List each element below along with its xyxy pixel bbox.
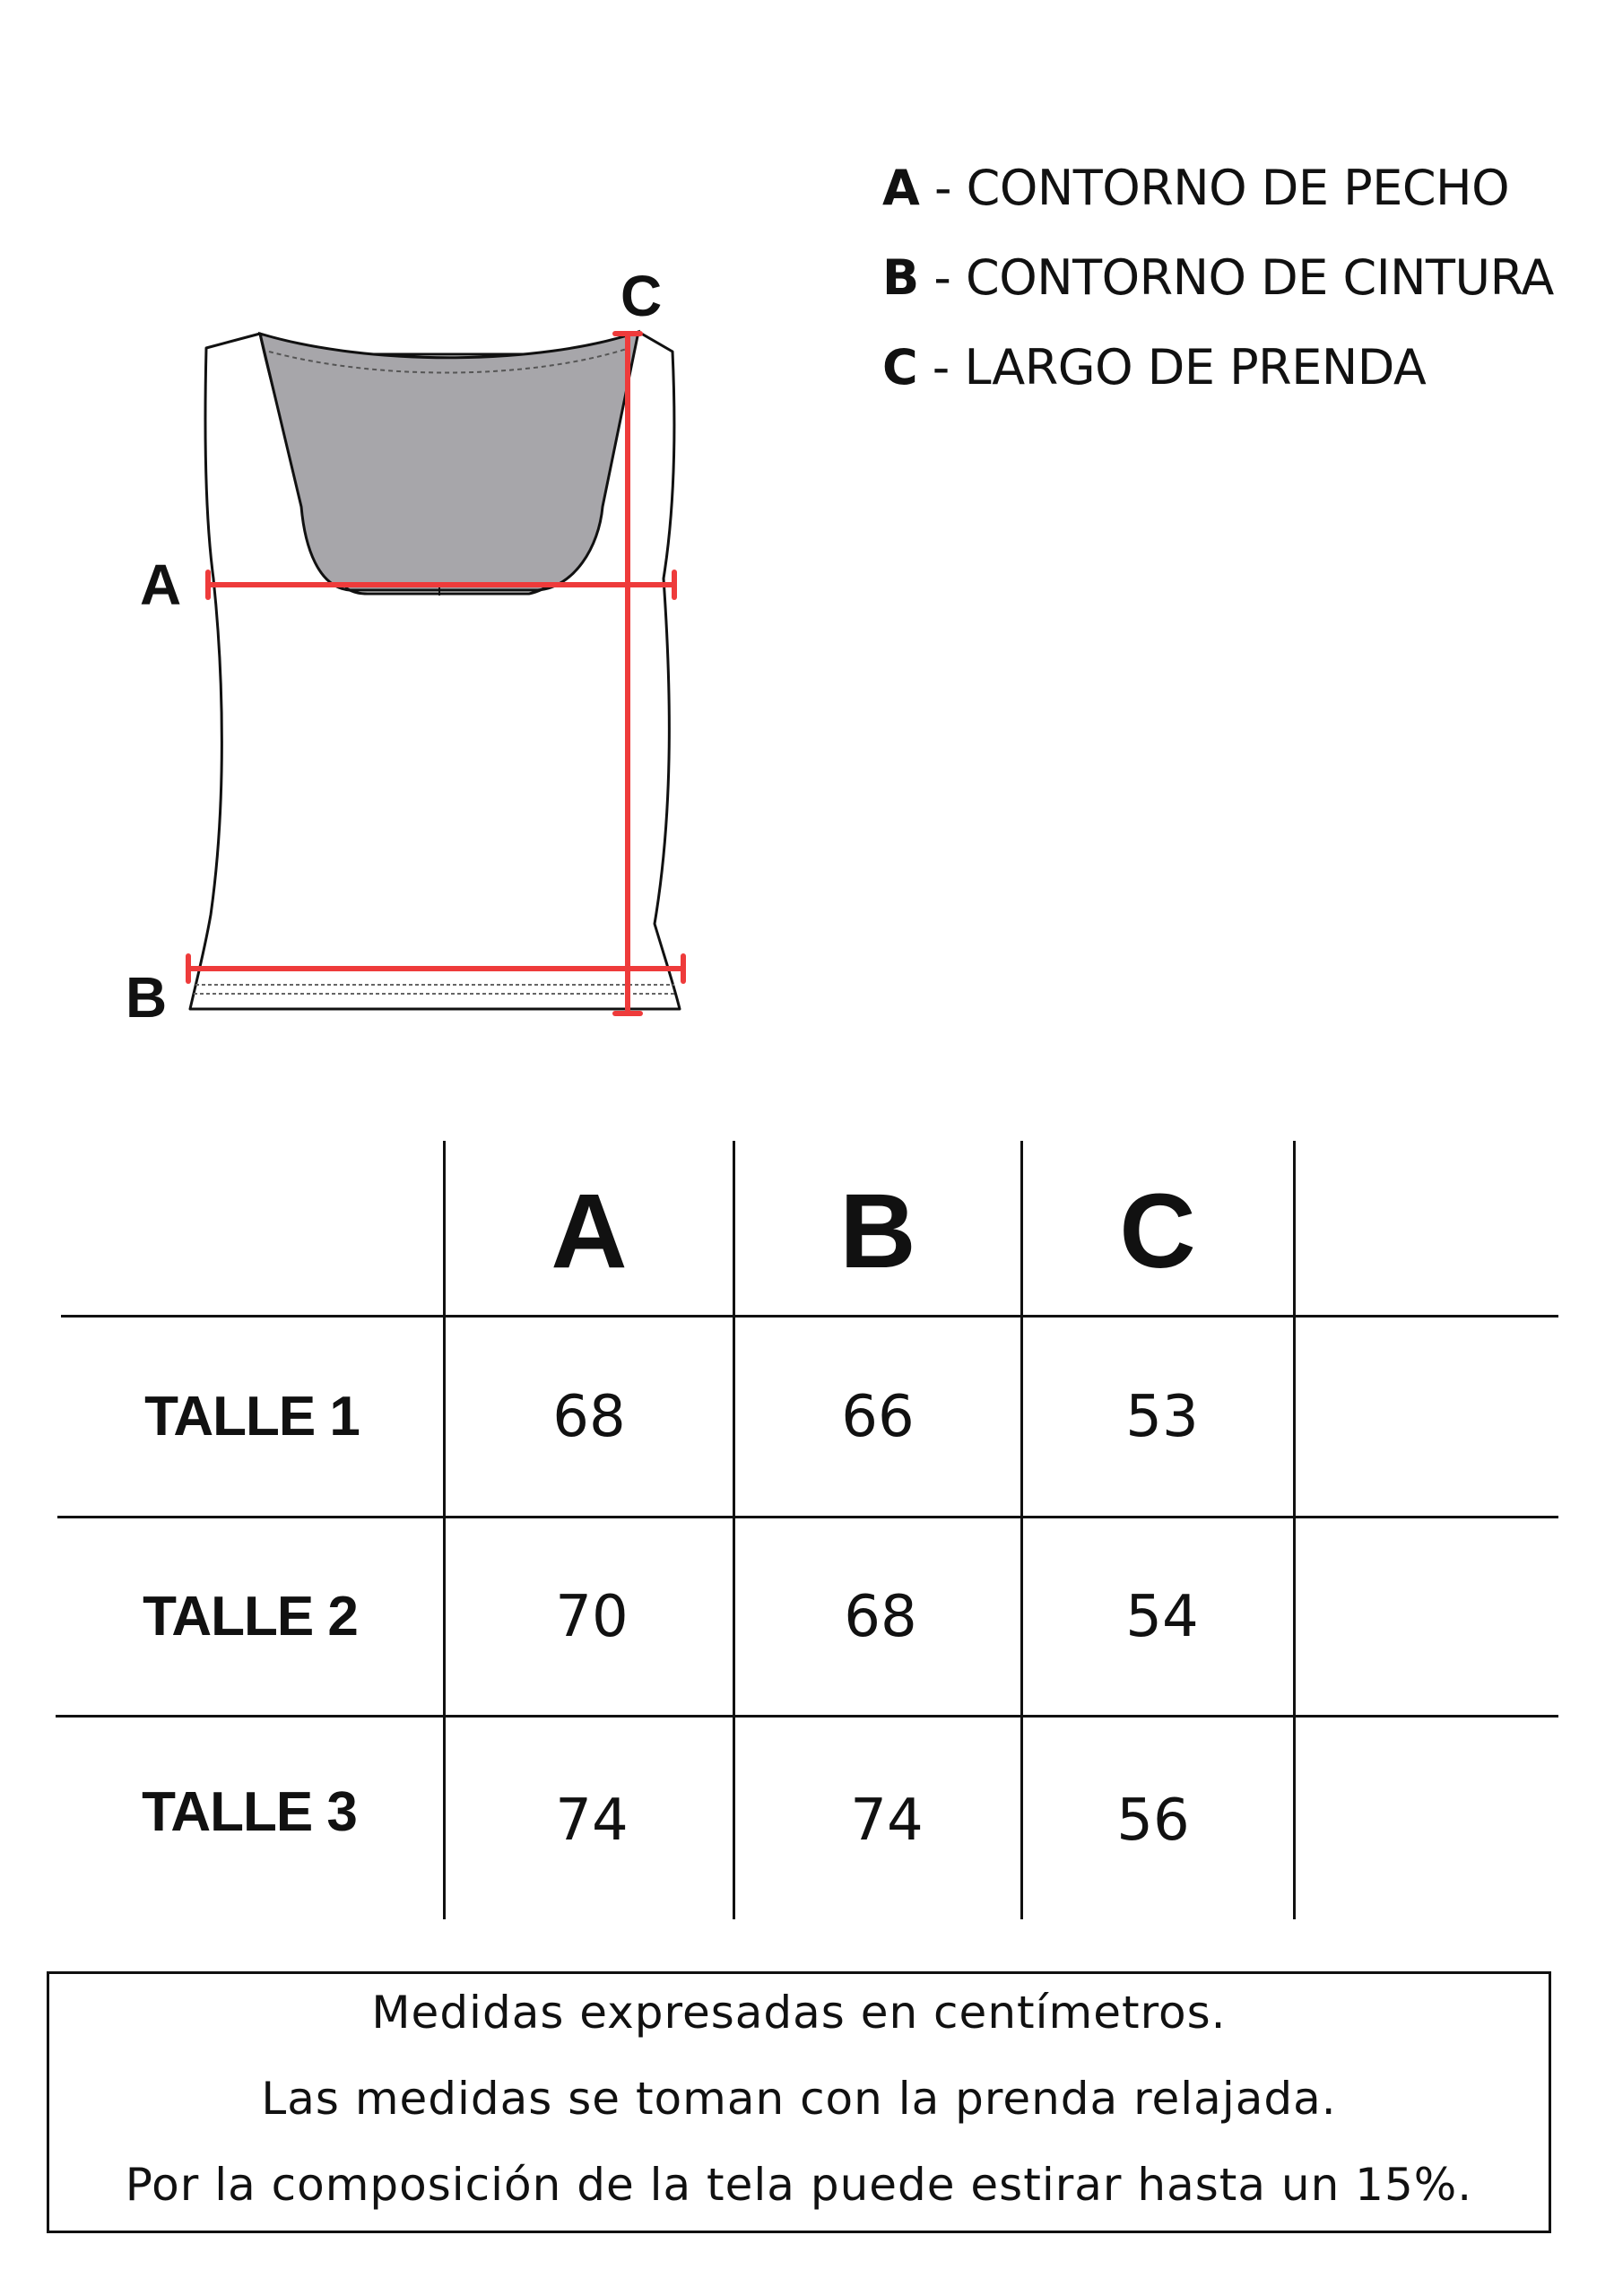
table-cell: 70 [555,1583,629,1650]
legend-text: - CONTORNO DE PECHO [919,160,1510,216]
note-line: Las medidas se toman con la prenda relajada. [261,2073,1337,2125]
measurement-legend [882,144,1554,413]
row-header-talle-2: TALLE 2 [143,1586,358,1648]
table-cell: 74 [850,1787,924,1854]
table-cell: 53 [1125,1383,1199,1450]
legend-key: A [882,160,920,216]
legend-key: C [882,339,918,396]
note-line: Por la composición de la tela puede estirar hasta un 15%. [125,2159,1473,2211]
row-header-talle-1: TALLE 1 [144,1386,360,1448]
legend-text: - CONTORNO DE CINTURA [918,249,1554,306]
diagram-label-a: A [140,552,182,617]
table-cell: 66 [841,1383,915,1450]
column-header-a: A [551,1172,628,1291]
size-table [0,1130,1614,1937]
note-line: Medidas expresadas en centímetros. [371,1987,1227,2039]
neckline-shape [260,332,638,590]
diagram-label-c: C [620,264,663,328]
legend-text: - LARGO DE PRENDA [917,339,1427,396]
table-cell: 68 [844,1583,917,1650]
legend-item-a [882,144,1554,233]
table-cell: 68 [552,1383,626,1450]
legend-key: B [882,249,919,306]
column-header-c: C [1119,1172,1196,1291]
notes-box [47,1971,1551,2233]
legend-item-c [882,323,1554,413]
diagram-label-b: B [126,965,168,1030]
row-header-talle-3: TALLE 3 [142,1780,357,1843]
table-cell: 54 [1125,1583,1199,1650]
table-cell: 56 [1116,1787,1190,1854]
column-header-b: B [839,1172,916,1291]
legend-item-b [882,233,1554,323]
table-cell: 74 [555,1787,629,1854]
